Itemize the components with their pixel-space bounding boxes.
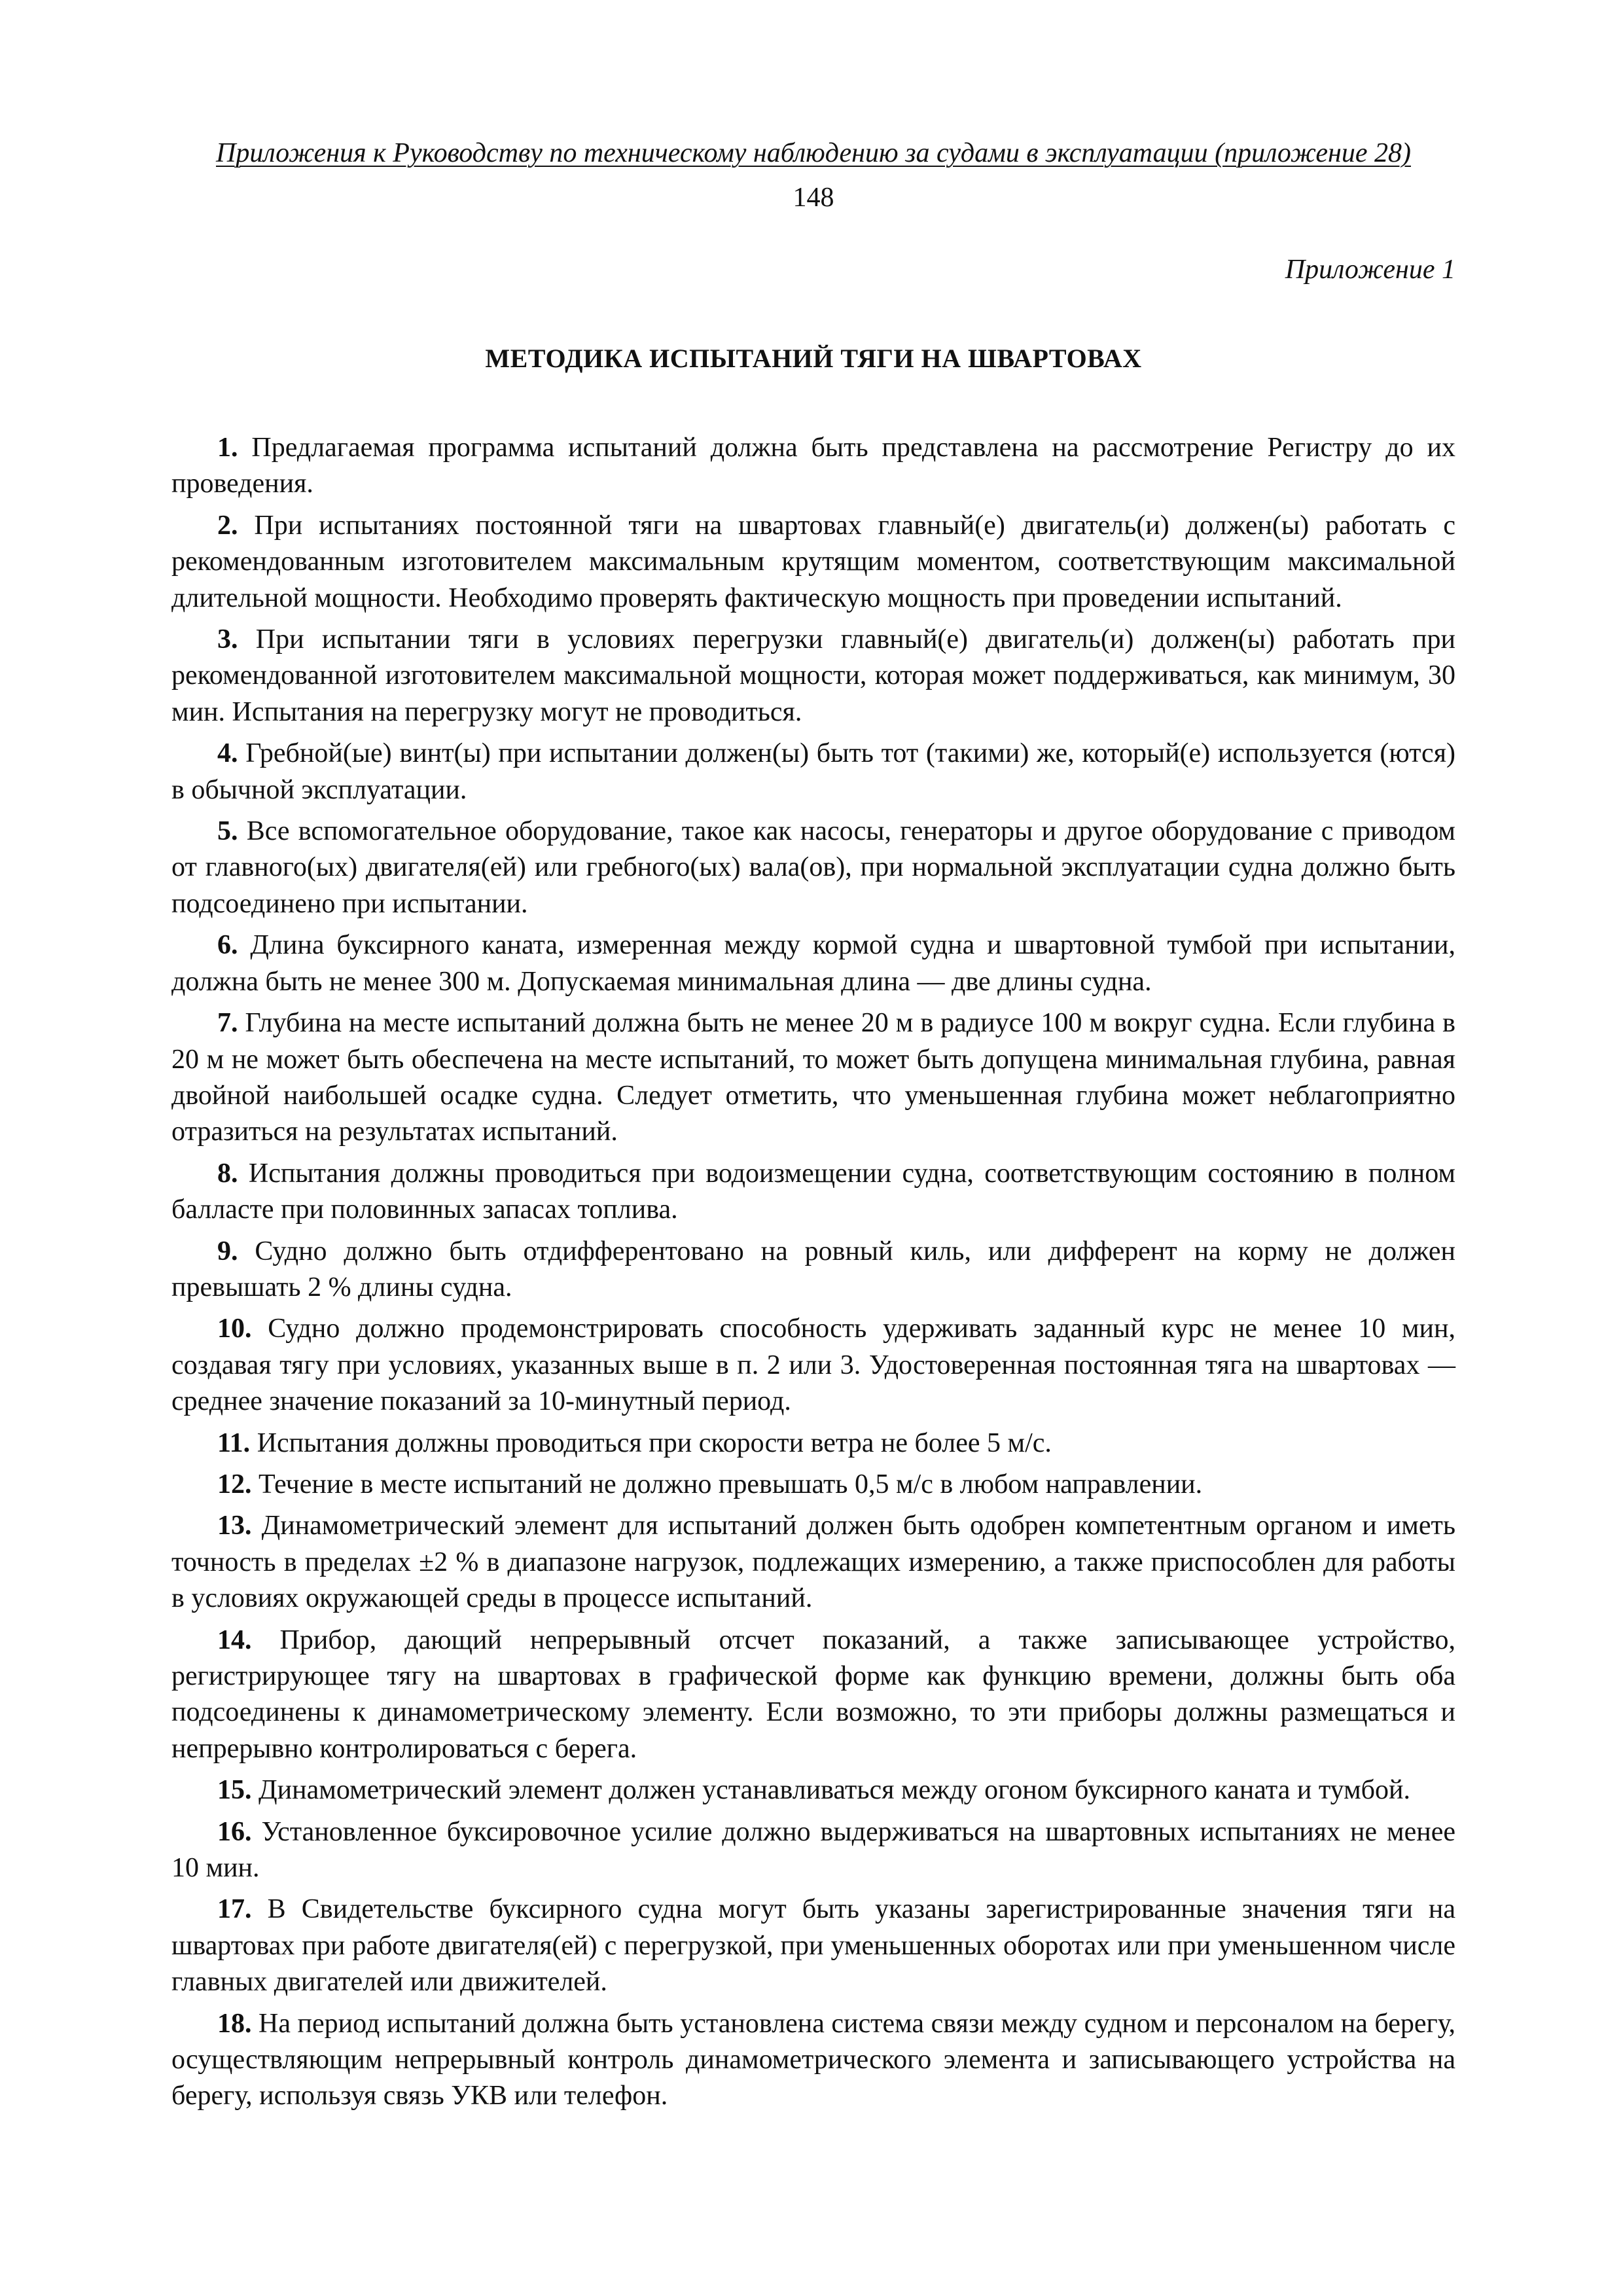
appendix-label: Приложение 1	[1285, 255, 1455, 285]
paragraph-number: 2.	[217, 510, 238, 541]
paragraph-number: 9.	[217, 1236, 238, 1266]
paragraph-4	[171, 736, 1455, 808]
paragraph-text: Глубина на месте испытаний должна быть не менее 20 м в радиусе 100 м вокруг судна. Если глубина в 20 м не может быть обеспечена на месте испытаний, то может быть допущена минимальная глубина, равная двойной наибольшей осадке судна. Следует отметить, что уменьшенная глубина может неблагоприятно отразиться на результатах испытаний.	[171, 1008, 1455, 1147]
paragraph-text: Предлагаемая программа испытаний должна быть представлена на рассмотрение Регистру до их проведения.	[171, 433, 1456, 499]
paragraph-7	[171, 1005, 1455, 1151]
paragraph-number: 17.	[217, 1894, 252, 1925]
paragraph-text: Динамометрический элемент для испытаний должен быть одобрен компетентным органом и иметь точность в пределах ±2 % в диапазоне нагрузок, подлежащих измерению, а также приспособлен для работы в условиях окружающей среды в процессе испытаний.	[171, 1511, 1456, 1614]
paragraph-number: 18.	[217, 2008, 252, 2039]
paragraph-number: 1.	[217, 433, 238, 463]
paragraph-text: На период испытаний должна быть установлена система связи между судном и персоналом на берегу, осуществляющим непрерывный контроль динамометрического элемента и записывающего устройства на берегу, используя связь УКВ или телефон.	[171, 2008, 1456, 2111]
paragraph-17	[171, 1892, 1455, 2000]
paragraph-text: В Свидетельстве буксирного судна могут быть указаны зарегистрированные значения тяги на швартовах при работе двигателя(ей) с перегрузкой, при уменьшенных оборотах или при уменьшенном числе главных двигателей или движителей.	[171, 1894, 1456, 1998]
paragraph-number: 10.	[217, 1314, 252, 1344]
paragraph-2	[171, 508, 1455, 617]
paragraph-11	[171, 1426, 1455, 1462]
paragraph-text: Судно должно быть отдифферентовано на ровный киль, или дифферент на корму не должен превышать 2 % длины судна.	[171, 1236, 1456, 1302]
page-number: 148	[793, 183, 834, 213]
paragraph-number: 16.	[217, 1816, 252, 1847]
paragraph-number: 13.	[217, 1511, 252, 1541]
paragraph-9	[171, 1234, 1455, 1306]
paragraph-text: При испытаниях постоянной тяги на швартовах главный(е) двигатель(и) должен(ы) работать с рекомендованным изготовителем максимальным крутящим моментом, соответствующим максимальной длительной мощности. Необходимо проверять фактическую мощность при проведении испытаний.	[171, 510, 1455, 613]
document-title: МЕТОДИКА ИСПЫТАНИЙ ТЯГИ НА ШВАРТОВАХ	[485, 344, 1142, 373]
document-body	[171, 430, 1455, 2120]
paragraph-text: Гребной(ые) винт(ы) при испытании должен(ы) быть тот (такими) же, который(е) используется (ются) в обычной эксплуатации.	[171, 738, 1455, 805]
paragraph-text: Испытания должны проводиться при скорости ветра не более 5 м/с.	[257, 1427, 1052, 1458]
paragraph-3	[171, 622, 1455, 730]
paragraph-number: 12.	[217, 1469, 252, 1499]
paragraph-number: 8.	[217, 1158, 238, 1189]
paragraph-text: Течение в месте испытаний не должно превышать 0,5 м/с в любом направлении.	[259, 1469, 1203, 1499]
running-header: Приложения к Руководству по техническому наблюдению за судами в эксплуатации (приложение 28)	[216, 138, 1411, 168]
paragraph-text: Испытания должны проводиться при водоизмещении судна, соответствующим состоянию в полном балласте при половинных запасах топлива.	[171, 1158, 1455, 1225]
paragraph-12	[171, 1467, 1455, 1503]
paragraph-10	[171, 1311, 1455, 1420]
paragraph-text: Установленное буксировочное усилие должно выдерживаться на швартовных испытаниях не менее 10 мин.	[171, 1816, 1456, 1884]
paragraph-8	[171, 1156, 1455, 1229]
paragraph-number: 6.	[217, 930, 238, 961]
paragraph-text: Прибор, дающий непрерывный отсчет показаний, а также записывающее устройство, регистрирующее тягу на швартовах в графической форме как функцию времени, должны быть оба подсоединены к динамометрическому элементу. Если возможно, то эти приборы должны размещаться и непрерывно контролироваться с берега.	[171, 1624, 1456, 1764]
paragraph-16	[171, 1814, 1455, 1887]
paragraph-text: Динамометрический элемент должен устанавливаться между огоном буксирного каната и тумбой.	[259, 1775, 1411, 1806]
paragraph-text: Длина буксирного каната, измеренная между кормой судна и швартовной тумбой при испытании, должна быть не менее 300 м. Допускаемая минимальная длина — две длины судна.	[171, 930, 1456, 997]
paragraph-text: Все вспомогательное оборудование, такое как насосы, генераторы и другое оборудование с приводом от главного(ых) двигателя(ей) или гребного(ых) вала(ов), при нормальной эксплуатации судна должно быть подсоединено при испытании.	[171, 816, 1456, 919]
paragraph-number: 15.	[217, 1775, 252, 1806]
paragraph-1	[171, 430, 1455, 503]
paragraph-number: 5.	[217, 816, 238, 847]
paragraph-number: 3.	[217, 624, 238, 655]
paragraph-13	[171, 1508, 1455, 1617]
paragraph-number: 11.	[217, 1427, 251, 1458]
paragraph-text: При испытании тяги в условиях перегрузки главный(е) двигатель(и) должен(ы) работать при рекомендованной изготовителем максимальной мощности, которая может поддерживаться, как минимум, 30 мин. Испытания на перегрузку могут не проводиться.	[171, 624, 1456, 727]
paragraph-text: Судно должно продемонстрировать способность удерживать заданный курс не менее 10 мин, создавая тягу при условиях, указанных выше в п. 2 или 3. Удостоверенная постоянная тяга на швартовах — среднее значение показаний за 10-минутный период.	[171, 1314, 1455, 1417]
paragraph-18	[171, 2006, 1455, 2115]
paragraph-number: 4.	[217, 738, 238, 769]
paragraph-15	[171, 1772, 1455, 1808]
paragraph-6	[171, 927, 1455, 1000]
paragraph-number: 7.	[217, 1008, 238, 1039]
paragraph-14	[171, 1623, 1455, 1768]
paragraph-5	[171, 814, 1455, 922]
paragraph-number: 14.	[217, 1624, 252, 1655]
